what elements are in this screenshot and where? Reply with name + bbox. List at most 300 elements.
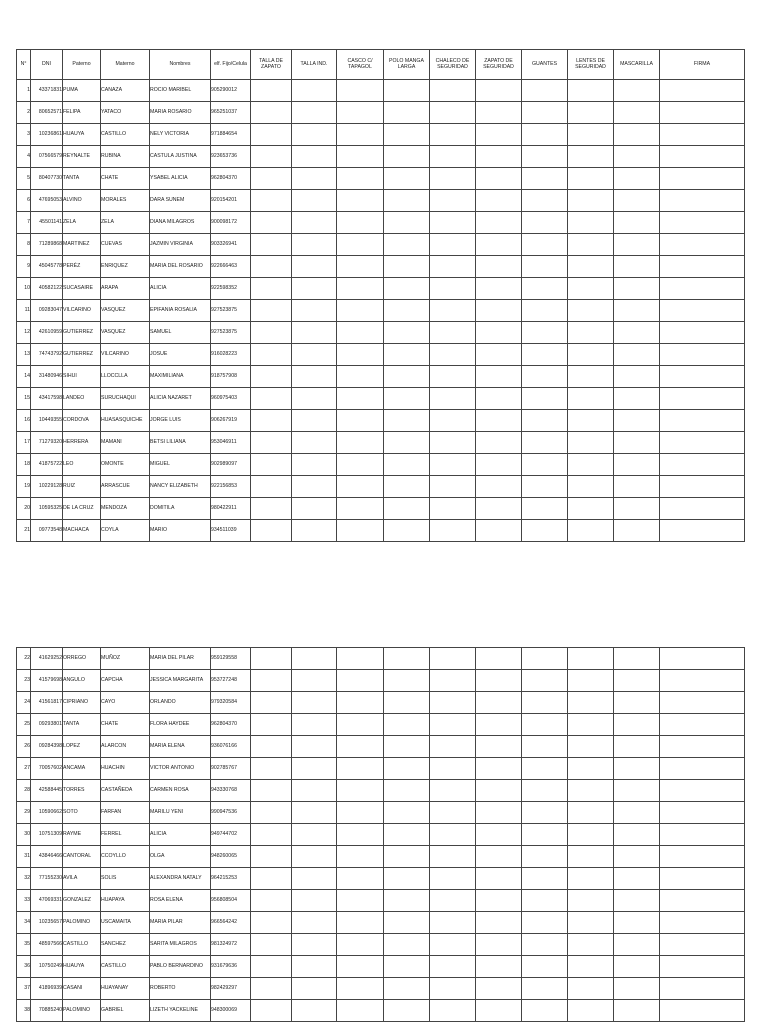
talla-zapato-cell[interactable] [251, 146, 292, 168]
mascarilla-cell[interactable] [614, 168, 660, 190]
polo-cell[interactable] [384, 868, 430, 890]
zapato-seguridad-cell[interactable] [476, 758, 522, 780]
lentes-cell[interactable] [568, 80, 614, 102]
chaleco-cell[interactable] [430, 956, 476, 978]
zapato-seguridad-cell[interactable] [476, 780, 522, 802]
casco-cell[interactable] [337, 890, 384, 912]
chaleco-cell[interactable] [430, 648, 476, 670]
casco-cell[interactable] [337, 256, 384, 278]
talla-zapato-cell[interactable] [251, 890, 292, 912]
firma-cell[interactable] [660, 234, 745, 256]
casco-cell[interactable] [337, 102, 384, 124]
guantes-cell[interactable] [522, 344, 568, 366]
polo-cell[interactable] [384, 934, 430, 956]
zapato-seguridad-cell[interactable] [476, 146, 522, 168]
casco-cell[interactable] [337, 388, 384, 410]
casco-cell[interactable] [337, 692, 384, 714]
lentes-cell[interactable] [568, 670, 614, 692]
chaleco-cell[interactable] [430, 736, 476, 758]
talla-zapato-cell[interactable] [251, 758, 292, 780]
mascarilla-cell[interactable] [614, 736, 660, 758]
guantes-cell[interactable] [522, 670, 568, 692]
mascarilla-cell[interactable] [614, 476, 660, 498]
firma-cell[interactable] [660, 300, 745, 322]
talla-zapato-cell[interactable] [251, 366, 292, 388]
chaleco-cell[interactable] [430, 234, 476, 256]
talla-ind-cell[interactable] [292, 212, 337, 234]
polo-cell[interactable] [384, 890, 430, 912]
chaleco-cell[interactable] [430, 978, 476, 1000]
casco-cell[interactable] [337, 476, 384, 498]
guantes-cell[interactable] [522, 234, 568, 256]
firma-cell[interactable] [660, 956, 745, 978]
chaleco-cell[interactable] [430, 256, 476, 278]
firma-cell[interactable] [660, 912, 745, 934]
talla-zapato-cell[interactable] [251, 670, 292, 692]
zapato-seguridad-cell[interactable] [476, 956, 522, 978]
guantes-cell[interactable] [522, 102, 568, 124]
lentes-cell[interactable] [568, 212, 614, 234]
polo-cell[interactable] [384, 256, 430, 278]
firma-cell[interactable] [660, 190, 745, 212]
talla-zapato-cell[interactable] [251, 802, 292, 824]
chaleco-cell[interactable] [430, 146, 476, 168]
guantes-cell[interactable] [522, 410, 568, 432]
chaleco-cell[interactable] [430, 454, 476, 476]
talla-ind-cell[interactable] [292, 824, 337, 846]
casco-cell[interactable] [337, 432, 384, 454]
guantes-cell[interactable] [522, 692, 568, 714]
polo-cell[interactable] [384, 648, 430, 670]
chaleco-cell[interactable] [430, 190, 476, 212]
mascarilla-cell[interactable] [614, 520, 660, 542]
talla-ind-cell[interactable] [292, 102, 337, 124]
talla-ind-cell[interactable] [292, 432, 337, 454]
casco-cell[interactable] [337, 670, 384, 692]
firma-cell[interactable] [660, 802, 745, 824]
polo-cell[interactable] [384, 846, 430, 868]
guantes-cell[interactable] [522, 520, 568, 542]
guantes-cell[interactable] [522, 498, 568, 520]
polo-cell[interactable] [384, 780, 430, 802]
guantes-cell[interactable] [522, 190, 568, 212]
talla-zapato-cell[interactable] [251, 80, 292, 102]
guantes-cell[interactable] [522, 388, 568, 410]
talla-zapato-cell[interactable] [251, 714, 292, 736]
firma-cell[interactable] [660, 256, 745, 278]
talla-zapato-cell[interactable] [251, 168, 292, 190]
talla-zapato-cell[interactable] [251, 1000, 292, 1022]
zapato-seguridad-cell[interactable] [476, 300, 522, 322]
talla-zapato-cell[interactable] [251, 300, 292, 322]
lentes-cell[interactable] [568, 520, 614, 542]
firma-cell[interactable] [660, 80, 745, 102]
talla-zapato-cell[interactable] [251, 476, 292, 498]
lentes-cell[interactable] [568, 476, 614, 498]
lentes-cell[interactable] [568, 692, 614, 714]
lentes-cell[interactable] [568, 714, 614, 736]
guantes-cell[interactable] [522, 934, 568, 956]
talla-ind-cell[interactable] [292, 234, 337, 256]
zapato-seguridad-cell[interactable] [476, 692, 522, 714]
polo-cell[interactable] [384, 124, 430, 146]
mascarilla-cell[interactable] [614, 692, 660, 714]
talla-ind-cell[interactable] [292, 168, 337, 190]
guantes-cell[interactable] [522, 146, 568, 168]
guantes-cell[interactable] [522, 846, 568, 868]
zapato-seguridad-cell[interactable] [476, 454, 522, 476]
casco-cell[interactable] [337, 912, 384, 934]
casco-cell[interactable] [337, 344, 384, 366]
zapato-seguridad-cell[interactable] [476, 344, 522, 366]
firma-cell[interactable] [660, 670, 745, 692]
polo-cell[interactable] [384, 212, 430, 234]
talla-zapato-cell[interactable] [251, 190, 292, 212]
talla-ind-cell[interactable] [292, 802, 337, 824]
mascarilla-cell[interactable] [614, 410, 660, 432]
guantes-cell[interactable] [522, 802, 568, 824]
chaleco-cell[interactable] [430, 498, 476, 520]
talla-ind-cell[interactable] [292, 278, 337, 300]
talla-ind-cell[interactable] [292, 692, 337, 714]
mascarilla-cell[interactable] [614, 80, 660, 102]
talla-ind-cell[interactable] [292, 454, 337, 476]
lentes-cell[interactable] [568, 498, 614, 520]
lentes-cell[interactable] [568, 124, 614, 146]
lentes-cell[interactable] [568, 102, 614, 124]
chaleco-cell[interactable] [430, 322, 476, 344]
chaleco-cell[interactable] [430, 670, 476, 692]
zapato-seguridad-cell[interactable] [476, 366, 522, 388]
chaleco-cell[interactable] [430, 212, 476, 234]
chaleco-cell[interactable] [430, 102, 476, 124]
talla-zapato-cell[interactable] [251, 846, 292, 868]
polo-cell[interactable] [384, 1000, 430, 1022]
talla-zapato-cell[interactable] [251, 934, 292, 956]
casco-cell[interactable] [337, 978, 384, 1000]
guantes-cell[interactable] [522, 736, 568, 758]
firma-cell[interactable] [660, 388, 745, 410]
casco-cell[interactable] [337, 454, 384, 476]
casco-cell[interactable] [337, 168, 384, 190]
mascarilla-cell[interactable] [614, 780, 660, 802]
talla-ind-cell[interactable] [292, 124, 337, 146]
casco-cell[interactable] [337, 366, 384, 388]
chaleco-cell[interactable] [430, 714, 476, 736]
polo-cell[interactable] [384, 758, 430, 780]
lentes-cell[interactable] [568, 1000, 614, 1022]
talla-ind-cell[interactable] [292, 300, 337, 322]
chaleco-cell[interactable] [430, 410, 476, 432]
chaleco-cell[interactable] [430, 934, 476, 956]
mascarilla-cell[interactable] [614, 102, 660, 124]
polo-cell[interactable] [384, 432, 430, 454]
polo-cell[interactable] [384, 366, 430, 388]
talla-zapato-cell[interactable] [251, 978, 292, 1000]
talla-zapato-cell[interactable] [251, 388, 292, 410]
polo-cell[interactable] [384, 190, 430, 212]
talla-ind-cell[interactable] [292, 146, 337, 168]
zapato-seguridad-cell[interactable] [476, 934, 522, 956]
mascarilla-cell[interactable] [614, 124, 660, 146]
lentes-cell[interactable] [568, 322, 614, 344]
mascarilla-cell[interactable] [614, 146, 660, 168]
guantes-cell[interactable] [522, 366, 568, 388]
mascarilla-cell[interactable] [614, 234, 660, 256]
mascarilla-cell[interactable] [614, 432, 660, 454]
polo-cell[interactable] [384, 692, 430, 714]
casco-cell[interactable] [337, 846, 384, 868]
guantes-cell[interactable] [522, 912, 568, 934]
casco-cell[interactable] [337, 824, 384, 846]
polo-cell[interactable] [384, 824, 430, 846]
talla-zapato-cell[interactable] [251, 780, 292, 802]
firma-cell[interactable] [660, 714, 745, 736]
talla-ind-cell[interactable] [292, 868, 337, 890]
talla-zapato-cell[interactable] [251, 322, 292, 344]
casco-cell[interactable] [337, 234, 384, 256]
casco-cell[interactable] [337, 300, 384, 322]
zapato-seguridad-cell[interactable] [476, 256, 522, 278]
firma-cell[interactable] [660, 520, 745, 542]
chaleco-cell[interactable] [430, 366, 476, 388]
polo-cell[interactable] [384, 714, 430, 736]
firma-cell[interactable] [660, 758, 745, 780]
lentes-cell[interactable] [568, 300, 614, 322]
lentes-cell[interactable] [568, 256, 614, 278]
lentes-cell[interactable] [568, 168, 614, 190]
mascarilla-cell[interactable] [614, 978, 660, 1000]
talla-ind-cell[interactable] [292, 344, 337, 366]
zapato-seguridad-cell[interactable] [476, 714, 522, 736]
firma-cell[interactable] [660, 322, 745, 344]
zapato-seguridad-cell[interactable] [476, 278, 522, 300]
lentes-cell[interactable] [568, 648, 614, 670]
chaleco-cell[interactable] [430, 520, 476, 542]
talla-ind-cell[interactable] [292, 410, 337, 432]
zapato-seguridad-cell[interactable] [476, 498, 522, 520]
chaleco-cell[interactable] [430, 846, 476, 868]
zapato-seguridad-cell[interactable] [476, 802, 522, 824]
lentes-cell[interactable] [568, 736, 614, 758]
guantes-cell[interactable] [522, 780, 568, 802]
mascarilla-cell[interactable] [614, 366, 660, 388]
lentes-cell[interactable] [568, 868, 614, 890]
mascarilla-cell[interactable] [614, 322, 660, 344]
polo-cell[interactable] [384, 388, 430, 410]
talla-zapato-cell[interactable] [251, 454, 292, 476]
polo-cell[interactable] [384, 956, 430, 978]
talla-ind-cell[interactable] [292, 956, 337, 978]
zapato-seguridad-cell[interactable] [476, 520, 522, 542]
firma-cell[interactable] [660, 736, 745, 758]
lentes-cell[interactable] [568, 758, 614, 780]
zapato-seguridad-cell[interactable] [476, 1000, 522, 1022]
firma-cell[interactable] [660, 476, 745, 498]
chaleco-cell[interactable] [430, 1000, 476, 1022]
firma-cell[interactable] [660, 846, 745, 868]
lentes-cell[interactable] [568, 278, 614, 300]
mascarilla-cell[interactable] [614, 388, 660, 410]
mascarilla-cell[interactable] [614, 1000, 660, 1022]
mascarilla-cell[interactable] [614, 758, 660, 780]
casco-cell[interactable] [337, 212, 384, 234]
zapato-seguridad-cell[interactable] [476, 978, 522, 1000]
chaleco-cell[interactable] [430, 124, 476, 146]
talla-zapato-cell[interactable] [251, 648, 292, 670]
polo-cell[interactable] [384, 168, 430, 190]
firma-cell[interactable] [660, 1000, 745, 1022]
firma-cell[interactable] [660, 278, 745, 300]
zapato-seguridad-cell[interactable] [476, 912, 522, 934]
talla-ind-cell[interactable] [292, 780, 337, 802]
firma-cell[interactable] [660, 824, 745, 846]
lentes-cell[interactable] [568, 410, 614, 432]
guantes-cell[interactable] [522, 648, 568, 670]
guantes-cell[interactable] [522, 824, 568, 846]
lentes-cell[interactable] [568, 890, 614, 912]
zapato-seguridad-cell[interactable] [476, 322, 522, 344]
firma-cell[interactable] [660, 890, 745, 912]
lentes-cell[interactable] [568, 912, 614, 934]
mascarilla-cell[interactable] [614, 802, 660, 824]
zapato-seguridad-cell[interactable] [476, 868, 522, 890]
mascarilla-cell[interactable] [614, 868, 660, 890]
mascarilla-cell[interactable] [614, 890, 660, 912]
lentes-cell[interactable] [568, 344, 614, 366]
polo-cell[interactable] [384, 476, 430, 498]
casco-cell[interactable] [337, 934, 384, 956]
talla-ind-cell[interactable] [292, 498, 337, 520]
casco-cell[interactable] [337, 714, 384, 736]
chaleco-cell[interactable] [430, 168, 476, 190]
talla-zapato-cell[interactable] [251, 498, 292, 520]
talla-zapato-cell[interactable] [251, 912, 292, 934]
casco-cell[interactable] [337, 146, 384, 168]
casco-cell[interactable] [337, 802, 384, 824]
talla-ind-cell[interactable] [292, 890, 337, 912]
talla-ind-cell[interactable] [292, 736, 337, 758]
guantes-cell[interactable] [522, 956, 568, 978]
guantes-cell[interactable] [522, 1000, 568, 1022]
polo-cell[interactable] [384, 498, 430, 520]
guantes-cell[interactable] [522, 890, 568, 912]
talla-zapato-cell[interactable] [251, 824, 292, 846]
talla-ind-cell[interactable] [292, 388, 337, 410]
guantes-cell[interactable] [522, 868, 568, 890]
talla-ind-cell[interactable] [292, 670, 337, 692]
polo-cell[interactable] [384, 344, 430, 366]
talla-ind-cell[interactable] [292, 714, 337, 736]
guantes-cell[interactable] [522, 256, 568, 278]
lentes-cell[interactable] [568, 956, 614, 978]
guantes-cell[interactable] [522, 476, 568, 498]
casco-cell[interactable] [337, 758, 384, 780]
mascarilla-cell[interactable] [614, 912, 660, 934]
lentes-cell[interactable] [568, 824, 614, 846]
casco-cell[interactable] [337, 780, 384, 802]
lentes-cell[interactable] [568, 366, 614, 388]
mascarilla-cell[interactable] [614, 670, 660, 692]
talla-zapato-cell[interactable] [251, 520, 292, 542]
guantes-cell[interactable] [522, 300, 568, 322]
casco-cell[interactable] [337, 124, 384, 146]
zapato-seguridad-cell[interactable] [476, 432, 522, 454]
firma-cell[interactable] [660, 344, 745, 366]
talla-zapato-cell[interactable] [251, 956, 292, 978]
lentes-cell[interactable] [568, 846, 614, 868]
polo-cell[interactable] [384, 454, 430, 476]
firma-cell[interactable] [660, 978, 745, 1000]
firma-cell[interactable] [660, 432, 745, 454]
firma-cell[interactable] [660, 146, 745, 168]
talla-ind-cell[interactable] [292, 520, 337, 542]
firma-cell[interactable] [660, 366, 745, 388]
chaleco-cell[interactable] [430, 890, 476, 912]
guantes-cell[interactable] [522, 80, 568, 102]
polo-cell[interactable] [384, 802, 430, 824]
guantes-cell[interactable] [522, 714, 568, 736]
zapato-seguridad-cell[interactable] [476, 410, 522, 432]
guantes-cell[interactable] [522, 124, 568, 146]
zapato-seguridad-cell[interactable] [476, 476, 522, 498]
polo-cell[interactable] [384, 234, 430, 256]
casco-cell[interactable] [337, 520, 384, 542]
casco-cell[interactable] [337, 410, 384, 432]
casco-cell[interactable] [337, 322, 384, 344]
firma-cell[interactable] [660, 212, 745, 234]
guantes-cell[interactable] [522, 432, 568, 454]
zapato-seguridad-cell[interactable] [476, 168, 522, 190]
talla-zapato-cell[interactable] [251, 736, 292, 758]
polo-cell[interactable] [384, 670, 430, 692]
chaleco-cell[interactable] [430, 476, 476, 498]
talla-zapato-cell[interactable] [251, 234, 292, 256]
lentes-cell[interactable] [568, 190, 614, 212]
zapato-seguridad-cell[interactable] [476, 846, 522, 868]
lentes-cell[interactable] [568, 432, 614, 454]
chaleco-cell[interactable] [430, 388, 476, 410]
zapato-seguridad-cell[interactable] [476, 212, 522, 234]
zapato-seguridad-cell[interactable] [476, 890, 522, 912]
talla-ind-cell[interactable] [292, 934, 337, 956]
chaleco-cell[interactable] [430, 824, 476, 846]
zapato-seguridad-cell[interactable] [476, 80, 522, 102]
talla-zapato-cell[interactable] [251, 344, 292, 366]
talla-zapato-cell[interactable] [251, 212, 292, 234]
firma-cell[interactable] [660, 868, 745, 890]
zapato-seguridad-cell[interactable] [476, 102, 522, 124]
mascarilla-cell[interactable] [614, 846, 660, 868]
firma-cell[interactable] [660, 124, 745, 146]
talla-ind-cell[interactable] [292, 978, 337, 1000]
mascarilla-cell[interactable] [614, 498, 660, 520]
zapato-seguridad-cell[interactable] [476, 824, 522, 846]
chaleco-cell[interactable] [430, 692, 476, 714]
polo-cell[interactable] [384, 410, 430, 432]
talla-ind-cell[interactable] [292, 1000, 337, 1022]
chaleco-cell[interactable] [430, 278, 476, 300]
firma-cell[interactable] [660, 648, 745, 670]
guantes-cell[interactable] [522, 978, 568, 1000]
polo-cell[interactable] [384, 300, 430, 322]
polo-cell[interactable] [384, 322, 430, 344]
chaleco-cell[interactable] [430, 80, 476, 102]
talla-ind-cell[interactable] [292, 80, 337, 102]
mascarilla-cell[interactable] [614, 648, 660, 670]
lentes-cell[interactable] [568, 146, 614, 168]
lentes-cell[interactable] [568, 934, 614, 956]
